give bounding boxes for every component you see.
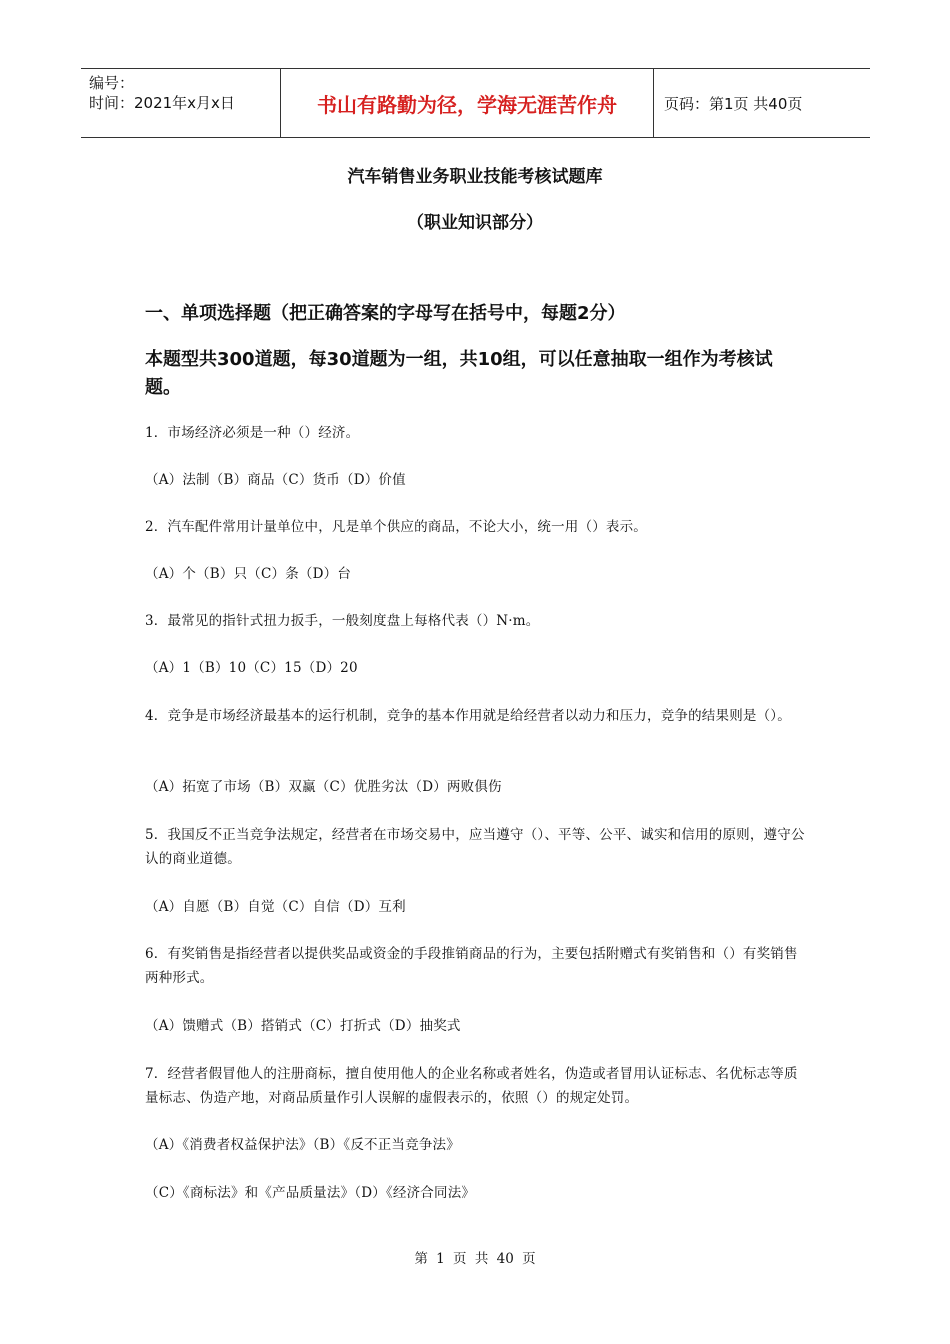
question-2-options: （A）个（B）只（C）条（D）台 xyxy=(145,566,352,582)
question-3: 3．最常见的指针式扭力扳手，一般刻度盘上每格代表（）N·m。 xyxy=(145,613,540,629)
question-6-options: （A）馈赠式（B）搭销式（C）打折式（D）抽奖式 xyxy=(145,1018,461,1034)
section-note: 本题型共300道题，每30道题为一组，共10组，可以任意抽取一组作为考核试题。 xyxy=(145,349,773,398)
question-6: 6．有奖销售是指经营者以提供奖品或资金的手段推销商品的行为，主要包括附赠式有奖销售和（）有奖销售两种形式。 xyxy=(145,946,798,986)
doc-number-label: 编号： xyxy=(89,74,135,92)
section-heading: 一、单项选择题（把正确答案的字母写在括号中，每题2分） xyxy=(145,303,626,324)
question-7-options-b: （C）《商标法》和《产品质量法》（D）《经济合同法》 xyxy=(145,1185,476,1201)
page-footer: 第 1 页 共 40 页 xyxy=(414,1251,536,1267)
document-subtitle: （职业知识部分） xyxy=(407,213,543,233)
question-5: 5．我国反不正当竞争法规定，经营者在市场交易中，应当遵守（）、平等、公平、诚实和信用的原则，遵守公认的商业道德。 xyxy=(145,827,805,867)
header-left-cell xyxy=(81,69,281,137)
document-title: 汽车销售业务职业技能考核试题库 xyxy=(347,167,603,187)
question-3-options: （A）1（B）10（C）15（D）20 xyxy=(145,660,358,676)
header-page-info: 页码：第1页 共40页 xyxy=(664,94,803,113)
doc-date-label: 时间：2021年x月x日 xyxy=(89,94,235,112)
question-1-options: （A）法制（B）商品（C）货币（D）价值 xyxy=(145,472,406,488)
question-7: 7．经营者假冒他人的注册商标，擅自使用他人的企业名称或者姓名，伪造或者冒用认证标志、名优标志等质量标志、伪造产地，对商品质量作引人误解的虚假表示的，依照（）的规定处罚。 xyxy=(145,1066,798,1106)
question-7-options-a: （A）《消费者权益保护法》（B）《反不正当竞争法》 xyxy=(145,1137,460,1153)
header-table xyxy=(81,68,870,138)
question-1: 1．市场经济必须是一种（）经济。 xyxy=(145,425,360,441)
header-motto: 书山有路勤为径，学海无涯苦作舟 xyxy=(281,69,654,137)
question-4-options: （A）拓宽了市场（B）双赢（C）优胜劣汰（D）两败俱伤 xyxy=(145,779,502,795)
question-4: 4．竞争是市场经济最基本的运行机制，竞争的基本作用就是给经营者以动力和压力，竞争的结果则是（）。 xyxy=(145,708,791,724)
question-2: 2．汽车配件常用计量单位中，凡是单个供应的商品，不论大小，统一用（）表示。 xyxy=(145,519,647,535)
question-5-options: （A）自愿（B）自觉（C）自信（D）互利 xyxy=(145,899,406,915)
